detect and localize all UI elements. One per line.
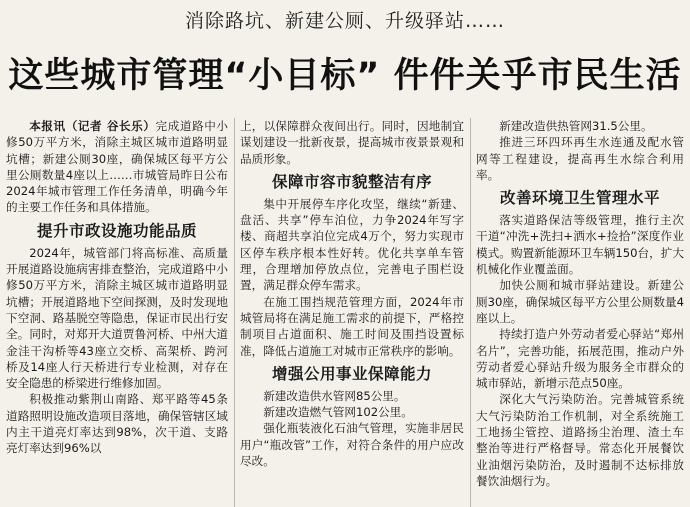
byline: 本报讯（记者 谷长乐） — [29, 119, 156, 133]
paragraph: 新建改造燃气管网102公里。 — [263, 405, 413, 420]
section-heading-municipal: 提升市政设施功能品质 — [36, 221, 197, 240]
article-kicker: 消除路坑、新建公厕、升级驿站…… — [184, 10, 505, 32]
paragraph: 积极推动紫荆山南路、郑平路等45条道路照明设施改造项目落地，确保管辖区域内主干道亮灯率达到98%，次干道、支路亮灯率达到96%以 — [6, 392, 228, 456]
paragraph: 新建改造供水管网85公里。 — [263, 388, 406, 403]
paragraph: 持续打造户外劳动者爱心驿站“郑州名片”，完善功能，拓展范围，推动户外劳动者爱心驿站升级为服务全市群众的城市驿站，新增示范点50座。 — [476, 327, 684, 391]
lead-paragraph — [6, 118, 228, 216]
paragraph: 2024年，城管部门将高标准、高质量开展道路设施病害排查整治，完成道路中小修50万平方米，消除主城区城市道路明显坑槽；开展道路地下空间探测，及时发现地下空洞、路基脱空等隐患，保证市民出行安全。同时，对郑开大道贾鲁河桥、中州大道金洼干沟桥等43座立交桥、高架桥、跨河桥及14座人行天桥进行专业检测，对存在安全隐患的桥梁进行维修加固。 — [6, 245, 228, 391]
paragraph: 新建改造供热管网31.5公里。 — [499, 119, 653, 133]
paragraph: 加快公厕和城市驿站建设。新建公厕30座，确保城区每平方公里公厕数量4座以上。 — [476, 278, 684, 325]
paragraph: 在施工围挡规范管理方面，2024年市城管局将在满足施工需求的前提下，严格控制项目占道面积、施工时间及围挡设置标准，降低占道施工对城市正常秩序的影响。 — [240, 294, 464, 358]
paragraph: 推进三环四环再生水连通及配水管网等工程建设，提高再生水综合利用率。 — [476, 135, 684, 182]
paragraph: 落实道路保洁等级管理，推行主次干道“冲洗+洗扫+洒水+捡拾”深度作业模式。购置新能源环卫车辆150台，扩大机械化作业覆盖面。 — [476, 213, 684, 277]
section-heading-utilities: 增强公用事业保障能力 — [271, 364, 432, 383]
section-heading-cityscape: 保障市容市貌整洁有序 — [271, 172, 432, 191]
paragraph: 强化瓶装液化石油气管理，实施非居民用户“瓶改管”工作，对符合条件的用户应改尽改。 — [240, 421, 464, 469]
column-2 — [240, 118, 464, 507]
article-title: 这些城市管理“小目标” 件件关乎市民生活 — [8, 56, 682, 96]
paragraph: 深化大气污染防治。完善城管系统大气污染防治工作机制，对全系统施工工地扬尘管控、道路扬尘治理、渣土车整治等进行严格督导。常态化开展餐饮业油烟污染防治，及时遏制不达标排放餐饮油烟行为。 — [476, 392, 684, 488]
article-body — [6, 118, 684, 507]
section-heading-sanitation: 改善环境卫生管理水平 — [499, 189, 660, 208]
lead-text: 完成道路中小修50万平方米，消除主城区城市道路明显坑槽；新建公厕30座，确保城区每平方公里公厕数量4座以上……市城管局昨日公布2024年城市管理工作任务清单，明确今年的主要工作任务和具体措施。 — [6, 119, 228, 215]
column-3 — [476, 118, 684, 507]
column-1 — [6, 118, 228, 507]
paragraph: 上，以保障群众夜间出行。同时，因地制宜谋划建设一批新夜景，提高城市夜景景观和品质形象。 — [240, 119, 464, 166]
paragraph: 集中开展停车序化攻坚，继续“新建、盘活、共享”停车泊位，力争2024年写字楼、商超共享泊位完成4万个，努力实现市区停车秩序根本性好转。优化共享单车管理，合理增加停放点位，完善电子围栏设置，满足群众停车需求。 — [240, 196, 464, 293]
